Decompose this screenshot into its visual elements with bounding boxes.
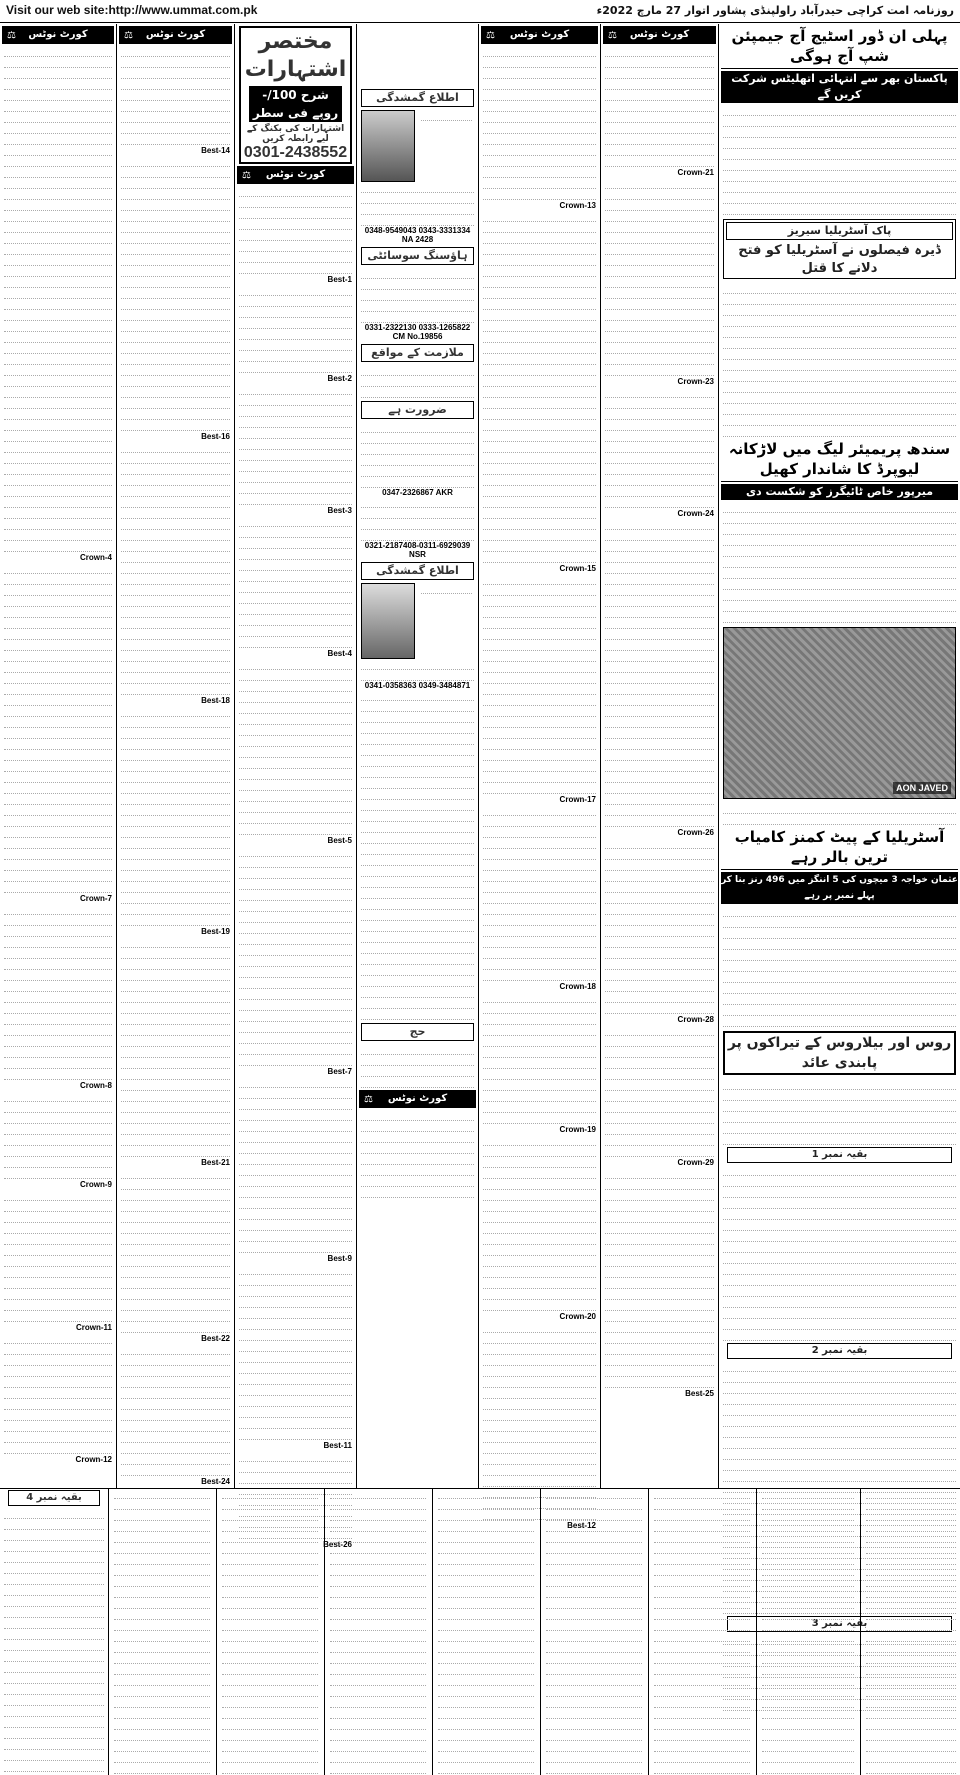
gavel-icon: ⚖ bbox=[242, 170, 251, 181]
hajj-header: حج bbox=[361, 1023, 474, 1041]
ad-code: Best-16 bbox=[201, 432, 230, 441]
column-divider bbox=[860, 1488, 861, 1775]
ad-code: Crown-13 bbox=[559, 201, 596, 210]
column-divider bbox=[356, 24, 357, 1488]
masthead: روزنامہ امت کراچی حیدرآباد راولپنڈی پشاور اتوار 27 مارچ 2022ء bbox=[596, 4, 954, 17]
gavel-icon: ⚖ bbox=[7, 30, 16, 41]
missing-person-photo-2 bbox=[361, 583, 415, 659]
ad-code: Best-24 bbox=[201, 1477, 230, 1486]
ad-code: Crown-26 bbox=[677, 828, 714, 837]
ad-code: Best-19 bbox=[201, 927, 230, 936]
ad-code: Crown-17 bbox=[559, 795, 596, 804]
gavel-icon: ⚖ bbox=[124, 30, 133, 41]
continued-4-label: بقیہ نمبر 4 bbox=[8, 1490, 100, 1506]
court-notice-header: ⚖ کورٹ نوٹس bbox=[359, 1090, 476, 1108]
ad-code: Crown-9 bbox=[80, 1180, 112, 1189]
bottom-continued-strip bbox=[0, 1488, 960, 1775]
contact-numbers: 0347-2326867 AKR bbox=[382, 488, 453, 497]
ad-code: Best-1 bbox=[327, 275, 352, 284]
continued-2-label: بقیہ نمبر 2 bbox=[727, 1343, 952, 1359]
column-divider bbox=[718, 24, 719, 1488]
column-divider bbox=[116, 24, 117, 1488]
bottom-column bbox=[112, 1488, 212, 1775]
missing-person-header-2: اطلاع گمشدگی bbox=[361, 562, 474, 580]
column-divider bbox=[324, 1488, 325, 1775]
ad-code: Crown-4 bbox=[80, 553, 112, 562]
classified-ad-box bbox=[239, 26, 352, 164]
column-divider bbox=[600, 24, 601, 1488]
ad-code: Best-3 bbox=[327, 506, 352, 515]
bottom-column bbox=[760, 1488, 856, 1775]
gavel-icon: ⚖ bbox=[364, 1094, 373, 1105]
missing-person-header: اطلاع گمشدگی bbox=[361, 89, 474, 107]
court-notice-header: ⚖ کورٹ نوٹس bbox=[237, 166, 354, 184]
ad-code: Best-21 bbox=[201, 1158, 230, 1167]
trophy-ceremony-photo bbox=[723, 627, 956, 799]
ad-box-title: مختصر اشتہارات bbox=[244, 29, 347, 82]
ad-code: Crown-29 bbox=[677, 1158, 714, 1167]
bottom-column bbox=[436, 1488, 536, 1775]
ad-code: Best-4 bbox=[327, 649, 352, 658]
ad-code: Crown-24 bbox=[677, 509, 714, 518]
court-notice-header: ⚖ کورٹ نوٹس bbox=[481, 26, 598, 44]
notices-column-3 bbox=[237, 24, 354, 1549]
classifieds-column bbox=[359, 24, 476, 1488]
ad-code: Best-12 bbox=[567, 1521, 596, 1530]
continued-1-label: بقیہ نمبر 1 bbox=[727, 1147, 952, 1163]
headline-indoor-championship: پہلی ان ڈور اسٹیج آج جیمپئن شپ آج ہوگی bbox=[721, 24, 958, 69]
ad-code: Best-22 bbox=[201, 1334, 230, 1343]
column-divider bbox=[432, 1488, 433, 1775]
column-divider bbox=[540, 1488, 541, 1775]
ad-code: Best-26 bbox=[323, 1540, 352, 1549]
headline-sindh-premier-league: سندھ پریمیئر لیگ میں لاڑکانہ لیوپرڈ کا شاندار کھیل bbox=[721, 437, 958, 482]
notices-column-1 bbox=[2, 24, 114, 1488]
ad-code: Best-25 bbox=[685, 1389, 714, 1398]
gavel-icon: ⚖ bbox=[608, 30, 617, 41]
court-notice-header: ⚖ کورٹ نوٹس bbox=[119, 26, 232, 44]
bottom-column bbox=[864, 1488, 958, 1775]
ad-box-rate: شرح 100/- روپے فی سطر bbox=[249, 86, 342, 122]
headline-pat-cummins: آسٹریلیا کے پیٹ کمنز کامیاب ترین بالر رہے bbox=[721, 825, 958, 870]
ad-code: Best-14 bbox=[201, 146, 230, 155]
continued-3-label: بقیہ نمبر 3 bbox=[727, 1616, 952, 1632]
notices-column-2 bbox=[119, 24, 232, 1488]
ad-code: Best-18 bbox=[201, 696, 230, 705]
website-url[interactable]: Visit our web site:http://www.ummat.com.pk bbox=[6, 3, 258, 17]
australia-box-headline: ڈیرہ فیصلوں نے آسٹریلیا کو فتح دلانے کا قتل bbox=[738, 243, 941, 276]
ad-code: Best-2 bbox=[327, 374, 352, 383]
bottom-column bbox=[544, 1488, 644, 1775]
ad-code: Crown-18 bbox=[559, 982, 596, 991]
contact-numbers: 0331-2322130 0333-1265822 CM No.19856 bbox=[364, 323, 471, 341]
headline-swimmers-ban: روس اور بیلاروس کے تیراکوں پر پابندی عائد bbox=[727, 1035, 952, 1071]
contact-numbers: 0348-9549043 0343-3331334 NA 2428 bbox=[364, 226, 471, 244]
column-divider bbox=[756, 1488, 757, 1775]
subhead-athletes: پاکستان بھر سے انتہائی اتھلیٹس شرکت کریں گے bbox=[721, 71, 958, 103]
court-notice-header: ⚖ کورٹ نوٹس bbox=[2, 26, 114, 44]
bottom-column bbox=[652, 1488, 752, 1775]
contact-numbers: 0321-2187408-0311-6929039 NSR bbox=[364, 541, 471, 559]
ad-code: Best-5 bbox=[327, 836, 352, 845]
ad-code: Crown-23 bbox=[677, 377, 714, 386]
australia-box bbox=[723, 219, 956, 279]
ad-box-cta: اشتہارات کی بکنگ کے لیے رابطہ کریں bbox=[246, 124, 345, 144]
column-divider bbox=[234, 24, 235, 1488]
ad-code: Best-11 bbox=[323, 1441, 352, 1450]
ad-code: Crown-28 bbox=[677, 1015, 714, 1024]
housing-society-header: ہاؤسنگ سوسائٹی bbox=[361, 247, 474, 265]
contact-numbers: 0341-0358363 0349-3484871 bbox=[364, 681, 471, 690]
swimmers-ban-box bbox=[723, 1031, 956, 1075]
missing-person-photo bbox=[361, 110, 415, 182]
gavel-icon: ⚖ bbox=[486, 30, 495, 41]
ad-code: Crown-7 bbox=[80, 894, 112, 903]
top-divider bbox=[0, 22, 960, 23]
ad-code: Crown-19 bbox=[559, 1125, 596, 1134]
column-divider bbox=[478, 24, 479, 1488]
photo-caption: AON JAVED bbox=[893, 782, 951, 794]
ad-code: Crown-15 bbox=[559, 564, 596, 573]
ad-code: Crown-12 bbox=[75, 1455, 112, 1464]
top-bar bbox=[0, 0, 960, 22]
column-divider bbox=[108, 1488, 109, 1775]
ad-box-phone[interactable]: 0301-2438552 bbox=[243, 144, 348, 161]
ad-code: Best-7 bbox=[327, 1067, 352, 1076]
column-divider bbox=[216, 1488, 217, 1775]
ad-code: Crown-11 bbox=[75, 1323, 112, 1332]
ad-code: Crown-20 bbox=[559, 1312, 596, 1321]
bottom-column bbox=[220, 1488, 320, 1775]
column-divider bbox=[648, 1488, 649, 1775]
australia-box-label: پاک آسٹریلیا سیریز bbox=[726, 222, 953, 240]
bottom-column bbox=[328, 1488, 428, 1775]
sports-news-column bbox=[721, 24, 958, 1629]
ad-code: Crown-8 bbox=[80, 1081, 112, 1090]
notices-column-5 bbox=[481, 24, 598, 1530]
job-opportunity-header: ملازمت کے مواقع bbox=[361, 344, 474, 362]
ad-code: Best-9 bbox=[327, 1254, 352, 1263]
subhead-usman-khawaja: عثمان خواجہ 3 میچوں کی 5 اننگز میں 496 رنز بنا کر پہلے نمبر پر رہے bbox=[721, 872, 958, 904]
wanted-header: ضرورت ہے bbox=[361, 401, 474, 419]
bottom-column-continued-4 bbox=[2, 1488, 106, 1775]
court-notice-header: ⚖ کورٹ نوٹس bbox=[603, 26, 716, 44]
notices-column-6 bbox=[603, 24, 716, 1488]
ad-code: Crown-21 bbox=[677, 168, 714, 177]
subhead-mirpurkhas: میرپور خاص ٹائیگرز کو شکست دی bbox=[721, 484, 958, 500]
